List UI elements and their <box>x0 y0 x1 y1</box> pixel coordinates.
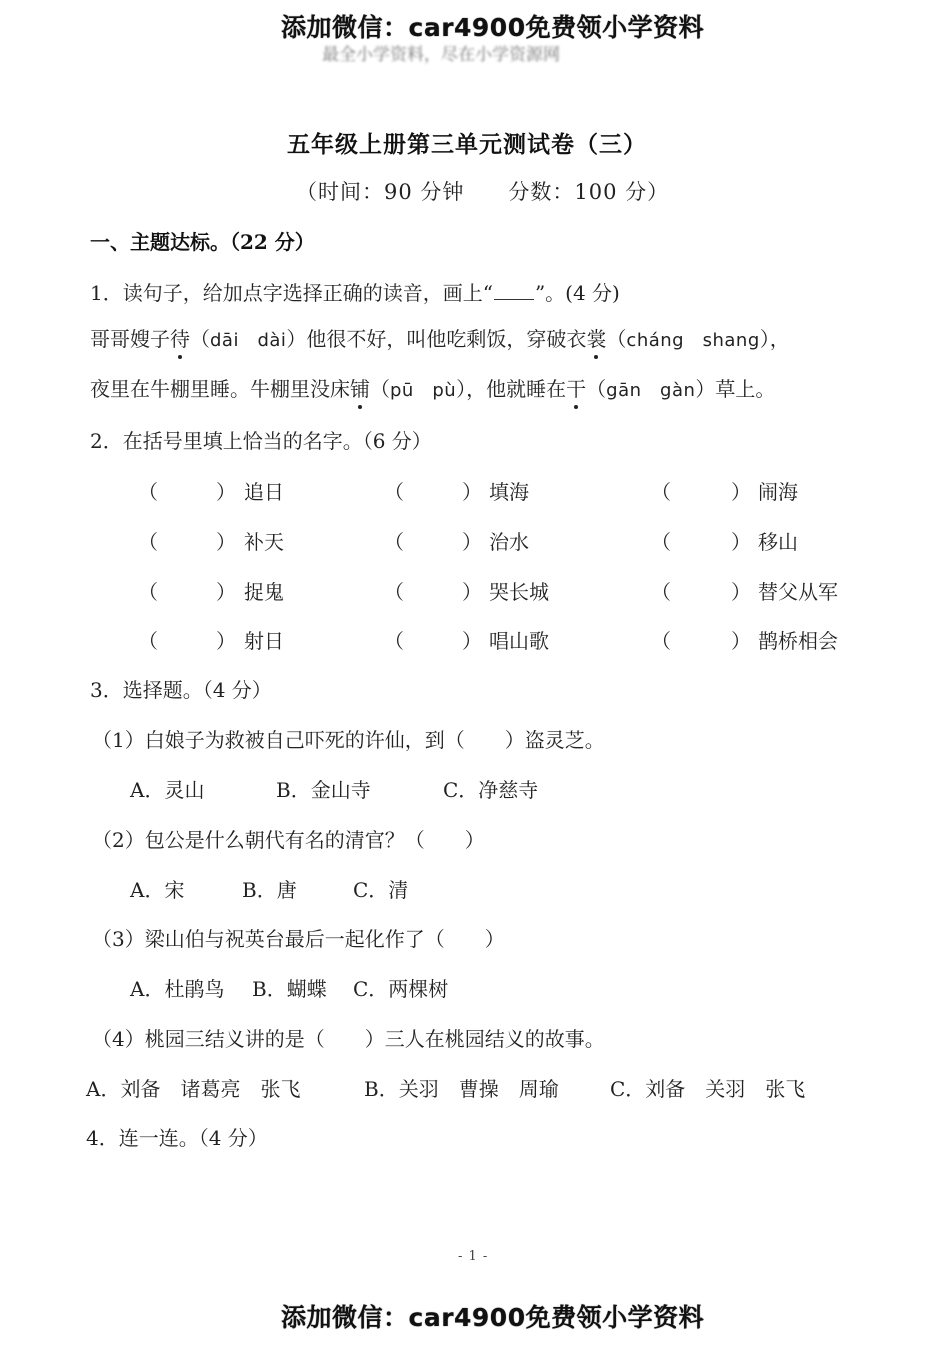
close-paren: ） <box>462 580 482 604</box>
open-paren: （ <box>138 629 158 653</box>
q3-sub3-option-b: B．蝴蝶 <box>252 977 327 1001</box>
open-paren: （ <box>384 530 404 554</box>
pinyin-options-pu: pū pù <box>390 380 457 401</box>
grid-item: 补天 <box>244 530 284 554</box>
question-1-sentence-line-1 <box>90 323 790 352</box>
close-paren: ） <box>731 629 751 653</box>
pinyin-options-gan: gān gàn <box>606 380 696 401</box>
close-paren: ） <box>731 530 751 554</box>
q3-sub1-option-a: A．灵山 <box>130 778 205 802</box>
grid-item: 鹊桥相会 <box>758 629 838 653</box>
question-3-prompt: 3．选择题。（4 分） <box>90 678 272 702</box>
question-4-prompt: 4．连一连。（4 分） <box>86 1126 268 1150</box>
close-paren: ） <box>216 530 236 554</box>
close-paren: ） <box>216 480 236 504</box>
grid-item: 闹海 <box>758 480 798 504</box>
question-1-prompt <box>90 277 620 306</box>
open-paren: （ <box>651 580 671 604</box>
q1-l1-text-a: 哥哥嫂子 <box>90 327 170 351</box>
q3-sub4-question: （4）桃园三结义讲的是（ ）三人在桃园结义的故事。 <box>92 1027 605 1051</box>
q3-sub4-option-c: C．刘备 关羽 张飞 <box>610 1077 806 1101</box>
open-paren: （ <box>384 480 404 504</box>
dotted-char-gan: 干 <box>566 373 586 402</box>
q3-sub3-option-c: C．两棵树 <box>353 977 449 1001</box>
q3-sub1-option-c: C．净慈寺 <box>443 778 539 802</box>
question-2-prompt: 2．在括号里填上恰当的名字。（6 分） <box>90 429 432 453</box>
grid-item: 哭长城 <box>489 580 549 604</box>
open-paren: （ <box>138 480 158 504</box>
grid-item: 射日 <box>244 629 284 653</box>
grid-item: 治水 <box>489 530 529 554</box>
close-paren: ） <box>462 629 482 653</box>
q1-l2-text-e: ）草上。 <box>695 377 776 401</box>
page-subtitle: （时间：90 分钟 分数：100 分） <box>296 180 670 204</box>
close-paren: ） <box>462 480 482 504</box>
q1-l1-text-c: ）他很不好，叫他吃剩饭，穿破衣 <box>286 327 587 351</box>
header-banner: 添加微信：car4900免费领小学资料 <box>281 13 705 42</box>
close-paren: ） <box>462 530 482 554</box>
section-heading: 一、主题达标。（22 分） <box>90 230 315 254</box>
q3-sub1-option-b: B．金山寺 <box>276 778 371 802</box>
open-paren: （ <box>384 629 404 653</box>
question-1-sentence-line-2 <box>90 373 775 402</box>
answer-blank-sample <box>494 285 534 300</box>
q1-l1-open: （ <box>190 327 210 351</box>
q1-l1-text-e: ）， <box>759 327 790 351</box>
q3-sub2-option-a: A．宋 <box>130 878 185 902</box>
close-paren: ） <box>731 480 751 504</box>
q3-sub2-option-b: B．唐 <box>242 878 297 902</box>
q1-prompt-end: ”。(4 分) <box>534 281 620 305</box>
grid-item: 追日 <box>244 480 284 504</box>
dotted-char-dai: 待 <box>170 323 190 352</box>
q1-prompt-start: 1．读句子，给加点字选择正确的读音，画上“ <box>90 281 493 305</box>
q1-l1-open-2: （ <box>606 327 627 351</box>
q3-sub4-option-a: A．刘备 诸葛亮 张飞 <box>86 1077 301 1101</box>
open-paren: （ <box>138 530 158 554</box>
q3-sub1-question: （1）白娘子为救被自己吓死的许仙，到（ ）盗灵芝。 <box>92 728 605 752</box>
footer-banner: 添加微信：car4900免费领小学资料 <box>281 1303 705 1332</box>
grid-item: 捉鬼 <box>244 580 284 604</box>
q3-sub2-option-c: C．清 <box>353 878 409 902</box>
open-paren: （ <box>651 629 671 653</box>
close-paren: ） <box>216 580 236 604</box>
grid-item: 替父从军 <box>758 580 838 604</box>
q3-sub3-question: （3）梁山伯与祝英台最后一起化作了（ ） <box>92 927 505 951</box>
grid-item: 移山 <box>758 530 798 554</box>
open-paren: （ <box>384 580 404 604</box>
q3-sub3-option-a: A．杜鹃鸟 <box>130 977 225 1001</box>
page-number: - 1 - <box>458 1249 489 1264</box>
open-paren: （ <box>138 580 158 604</box>
pinyin-options-chang: cháng shang <box>626 330 760 351</box>
open-paren: （ <box>651 530 671 554</box>
q1-l2-text-c: ），他就睡在 <box>456 377 567 401</box>
pinyin-options-dai: dāi dài <box>210 330 287 351</box>
header-faint-text: 最全小学资料，尽在小学资源网 <box>322 45 560 65</box>
close-paren: ） <box>216 629 236 653</box>
open-paren: （ <box>651 480 671 504</box>
q1-l2-open-2: （ <box>586 377 607 401</box>
page-title: 五年级上册第三单元测试卷（三） <box>287 131 647 158</box>
q1-l2-text-a: 夜里在牛棚里睡。牛棚里没床 <box>90 377 350 401</box>
close-paren: ） <box>731 580 751 604</box>
q3-sub4-option-b: B．关羽 曹操 周瑜 <box>364 1077 559 1101</box>
q3-sub2-question: （2）包公是什么朝代有名的清官？（ ） <box>92 828 485 852</box>
dotted-char-pu: 铺 <box>350 373 370 402</box>
q1-l2-open: （ <box>370 377 390 401</box>
grid-item: 唱山歌 <box>489 629 549 653</box>
dotted-char-shang: 裳 <box>586 323 606 352</box>
grid-item: 填海 <box>489 480 529 504</box>
